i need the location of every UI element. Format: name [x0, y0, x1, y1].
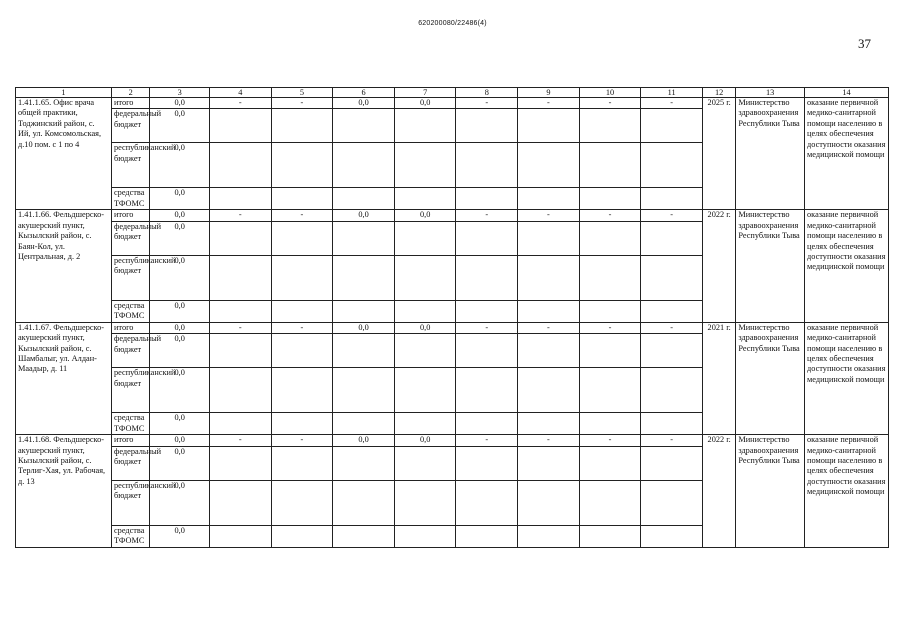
empty-cell	[271, 368, 333, 413]
value-cell: 0,0	[150, 322, 210, 333]
source-label-cell: итого	[111, 322, 149, 333]
empty-cell	[209, 446, 271, 480]
value-cell: -	[518, 98, 580, 109]
value-cell: -	[271, 435, 333, 446]
column-header: 2	[111, 88, 149, 98]
budget-table	[15, 87, 889, 548]
value-cell: 0,0	[333, 98, 395, 109]
empty-cell	[271, 143, 333, 188]
empty-cell	[271, 413, 333, 435]
column-header: 7	[394, 88, 456, 98]
value-cell: 0,0	[150, 255, 210, 300]
empty-cell	[333, 525, 395, 547]
value-cell: -	[641, 322, 703, 333]
empty-cell	[394, 300, 456, 322]
empty-cell	[333, 334, 395, 368]
empty-cell	[209, 143, 271, 188]
empty-cell	[271, 109, 333, 143]
empty-cell	[333, 446, 395, 480]
page-number: 37	[858, 36, 871, 51]
empty-cell	[518, 446, 580, 480]
value-cell: -	[579, 435, 641, 446]
year-cell: 2022 г.	[702, 435, 735, 547]
empty-cell	[394, 334, 456, 368]
column-header: 5	[271, 88, 333, 98]
empty-cell	[456, 143, 518, 188]
value-cell: -	[641, 435, 703, 446]
empty-cell	[518, 525, 580, 547]
empty-cell	[333, 368, 395, 413]
empty-cell	[271, 188, 333, 210]
empty-cell	[456, 525, 518, 547]
source-label-cell: средства ТФОМС	[111, 300, 149, 322]
source-label-cell: федеральный бюджет	[111, 334, 149, 368]
empty-cell	[518, 109, 580, 143]
object-name-cell: 1.41.1.65. Офис врача общей практики, Тоджинский район, с. Ий, ул. Комсомольская, д.10 пом. с 1 по 4	[16, 98, 112, 210]
empty-cell	[209, 255, 271, 300]
empty-cell	[333, 188, 395, 210]
year-cell: 2025 г.	[702, 98, 735, 210]
column-header: 11	[641, 88, 703, 98]
column-header: 9	[518, 88, 580, 98]
year-cell: 2021 г.	[702, 322, 735, 434]
value-cell: -	[518, 435, 580, 446]
purpose-cell: оказание первичной медико-санитарной помощи населению в целях обеспечения доступности оказания медицинской помощи	[805, 322, 889, 434]
object-name-cell: 1.41.1.66. Фельдшерско-акушерский пункт, Кызылский район, с. Баян-Кол, ул. Центральная, д. 2	[16, 210, 112, 322]
empty-cell	[271, 221, 333, 255]
column-header: 3	[150, 88, 210, 98]
empty-cell	[641, 188, 703, 210]
empty-cell	[394, 413, 456, 435]
empty-cell	[394, 109, 456, 143]
empty-cell	[641, 255, 703, 300]
value-cell: -	[579, 98, 641, 109]
column-header: 13	[736, 88, 805, 98]
empty-cell	[394, 480, 456, 525]
ministry-cell: Министерство здравоохранения Республики Тыва	[736, 210, 805, 322]
value-cell: -	[271, 322, 333, 333]
source-label-cell: федеральный бюджет	[111, 109, 149, 143]
value-cell: -	[456, 98, 518, 109]
value-cell: 0,0	[333, 210, 395, 221]
empty-cell	[271, 446, 333, 480]
empty-cell	[518, 221, 580, 255]
empty-cell	[579, 143, 641, 188]
value-cell: 0,0	[150, 435, 210, 446]
column-header: 4	[209, 88, 271, 98]
empty-cell	[579, 300, 641, 322]
empty-cell	[518, 255, 580, 300]
value-cell: 0,0	[333, 322, 395, 333]
empty-cell	[209, 188, 271, 210]
empty-cell	[394, 221, 456, 255]
object-row	[16, 435, 889, 446]
empty-cell	[518, 143, 580, 188]
empty-cell	[394, 525, 456, 547]
empty-cell	[641, 413, 703, 435]
value-cell: -	[518, 322, 580, 333]
ministry-cell: Министерство здравоохранения Республики Тыва	[736, 322, 805, 434]
empty-cell	[579, 334, 641, 368]
empty-cell	[209, 368, 271, 413]
empty-cell	[641, 525, 703, 547]
value-cell: 0,0	[150, 210, 210, 221]
value-cell: -	[456, 322, 518, 333]
value-cell: -	[579, 322, 641, 333]
empty-cell	[641, 300, 703, 322]
empty-cell	[271, 525, 333, 547]
empty-cell	[333, 300, 395, 322]
empty-cell	[209, 413, 271, 435]
empty-cell	[209, 525, 271, 547]
value-cell: -	[209, 322, 271, 333]
empty-cell	[518, 188, 580, 210]
empty-cell	[394, 368, 456, 413]
empty-cell	[271, 255, 333, 300]
empty-cell	[579, 255, 641, 300]
empty-cell	[209, 221, 271, 255]
source-label-cell: федеральный бюджет	[111, 221, 149, 255]
value-cell: -	[456, 435, 518, 446]
empty-cell	[641, 368, 703, 413]
source-label-cell: республиканский бюджет	[111, 480, 149, 525]
value-cell: 0,0	[150, 300, 210, 322]
value-cell: 0,0	[150, 334, 210, 368]
value-cell: 0,0	[150, 413, 210, 435]
empty-cell	[271, 480, 333, 525]
column-header: 12	[702, 88, 735, 98]
empty-cell	[579, 109, 641, 143]
value-cell: 0,0	[333, 435, 395, 446]
ministry-cell: Министерство здравоохранения Республики Тыва	[736, 435, 805, 547]
empty-cell	[579, 480, 641, 525]
value-cell: 0,0	[394, 98, 456, 109]
empty-cell	[456, 368, 518, 413]
empty-cell	[333, 480, 395, 525]
value-cell: 0,0	[150, 143, 210, 188]
empty-cell	[209, 480, 271, 525]
value-cell: -	[518, 210, 580, 221]
empty-cell	[394, 188, 456, 210]
source-label-cell: итого	[111, 435, 149, 446]
empty-cell	[209, 109, 271, 143]
empty-cell	[394, 143, 456, 188]
empty-cell	[579, 188, 641, 210]
empty-cell	[333, 413, 395, 435]
value-cell: 0,0	[150, 109, 210, 143]
empty-cell	[579, 446, 641, 480]
source-label-cell: средства ТФОМС	[111, 188, 149, 210]
empty-cell	[641, 143, 703, 188]
empty-cell	[456, 255, 518, 300]
source-label-cell: средства ТФОМС	[111, 525, 149, 547]
empty-cell	[579, 221, 641, 255]
empty-cell	[394, 446, 456, 480]
empty-cell	[456, 221, 518, 255]
value-cell: 0,0	[150, 525, 210, 547]
object-name-cell: 1.41.1.68. Фельдшерско-акушерский пункт, Кызылский район, с. Терлиг-Хая, ул. Рабочая, д. 13	[16, 435, 112, 547]
value-cell: -	[579, 210, 641, 221]
source-label-cell: федеральный бюджет	[111, 446, 149, 480]
empty-cell	[641, 109, 703, 143]
empty-cell	[641, 221, 703, 255]
value-cell: 0,0	[150, 480, 210, 525]
source-label-cell: республиканский бюджет	[111, 255, 149, 300]
empty-cell	[579, 368, 641, 413]
empty-cell	[271, 334, 333, 368]
source-label-cell: итого	[111, 210, 149, 221]
empty-cell	[333, 255, 395, 300]
empty-cell	[456, 446, 518, 480]
empty-cell	[518, 413, 580, 435]
value-cell: -	[456, 210, 518, 221]
empty-cell	[394, 255, 456, 300]
empty-cell	[456, 413, 518, 435]
document-id: 620200080/22486(4)	[418, 20, 487, 27]
column-header: 8	[456, 88, 518, 98]
empty-cell	[456, 109, 518, 143]
value-cell: -	[641, 210, 703, 221]
ministry-cell: Министерство здравоохранения Республики Тыва	[736, 98, 805, 210]
empty-cell	[456, 334, 518, 368]
value-cell: 0,0	[394, 322, 456, 333]
object-row	[16, 322, 889, 333]
source-label-cell: республиканский бюджет	[111, 368, 149, 413]
value-cell: 0,0	[150, 98, 210, 109]
year-cell: 2022 г.	[702, 210, 735, 322]
column-header-row	[16, 88, 889, 98]
empty-cell	[271, 300, 333, 322]
source-label-cell: итого	[111, 98, 149, 109]
empty-cell	[209, 334, 271, 368]
empty-cell	[518, 480, 580, 525]
empty-cell	[518, 334, 580, 368]
purpose-cell: оказание первичной медико-санитарной помощи населению в целях обеспечения доступности оказания медицинской помощи	[805, 98, 889, 210]
purpose-cell: оказание первичной медико-санитарной помощи населению в целях обеспечения доступности оказания медицинской помощи	[805, 210, 889, 322]
empty-cell	[456, 480, 518, 525]
value-cell: 0,0	[150, 368, 210, 413]
empty-cell	[333, 221, 395, 255]
object-row	[16, 98, 889, 109]
empty-cell	[456, 300, 518, 322]
value-cell: 0,0	[394, 435, 456, 446]
column-header: 6	[333, 88, 395, 98]
column-header: 1	[16, 88, 112, 98]
object-row	[16, 210, 889, 221]
value-cell: -	[271, 210, 333, 221]
empty-cell	[209, 300, 271, 322]
value-cell: 0,0	[150, 221, 210, 255]
empty-cell	[518, 368, 580, 413]
value-cell: -	[209, 210, 271, 221]
value-cell: 0,0	[150, 188, 210, 210]
empty-cell	[579, 413, 641, 435]
empty-cell	[579, 525, 641, 547]
column-header: 14	[805, 88, 889, 98]
empty-cell	[641, 334, 703, 368]
purpose-cell: оказание первичной медико-санитарной помощи населению в целях обеспечения доступности оказания медицинской помощи	[805, 435, 889, 547]
value-cell: -	[209, 435, 271, 446]
empty-cell	[641, 446, 703, 480]
value-cell: 0,0	[150, 446, 210, 480]
value-cell: -	[209, 98, 271, 109]
empty-cell	[456, 188, 518, 210]
column-header: 10	[579, 88, 641, 98]
source-label-cell: республиканский бюджет	[111, 143, 149, 188]
object-name-cell: 1.41.1.67. Фельдшерско-акушерский пункт, Кызылский район, с. Шамбалыг, ул. Алдан-Маадыр, д. 11	[16, 322, 112, 434]
empty-cell	[333, 109, 395, 143]
empty-cell	[641, 480, 703, 525]
source-label-cell: средства ТФОМС	[111, 413, 149, 435]
value-cell: -	[271, 98, 333, 109]
value-cell: -	[641, 98, 703, 109]
empty-cell	[333, 143, 395, 188]
empty-cell	[518, 300, 580, 322]
value-cell: 0,0	[394, 210, 456, 221]
